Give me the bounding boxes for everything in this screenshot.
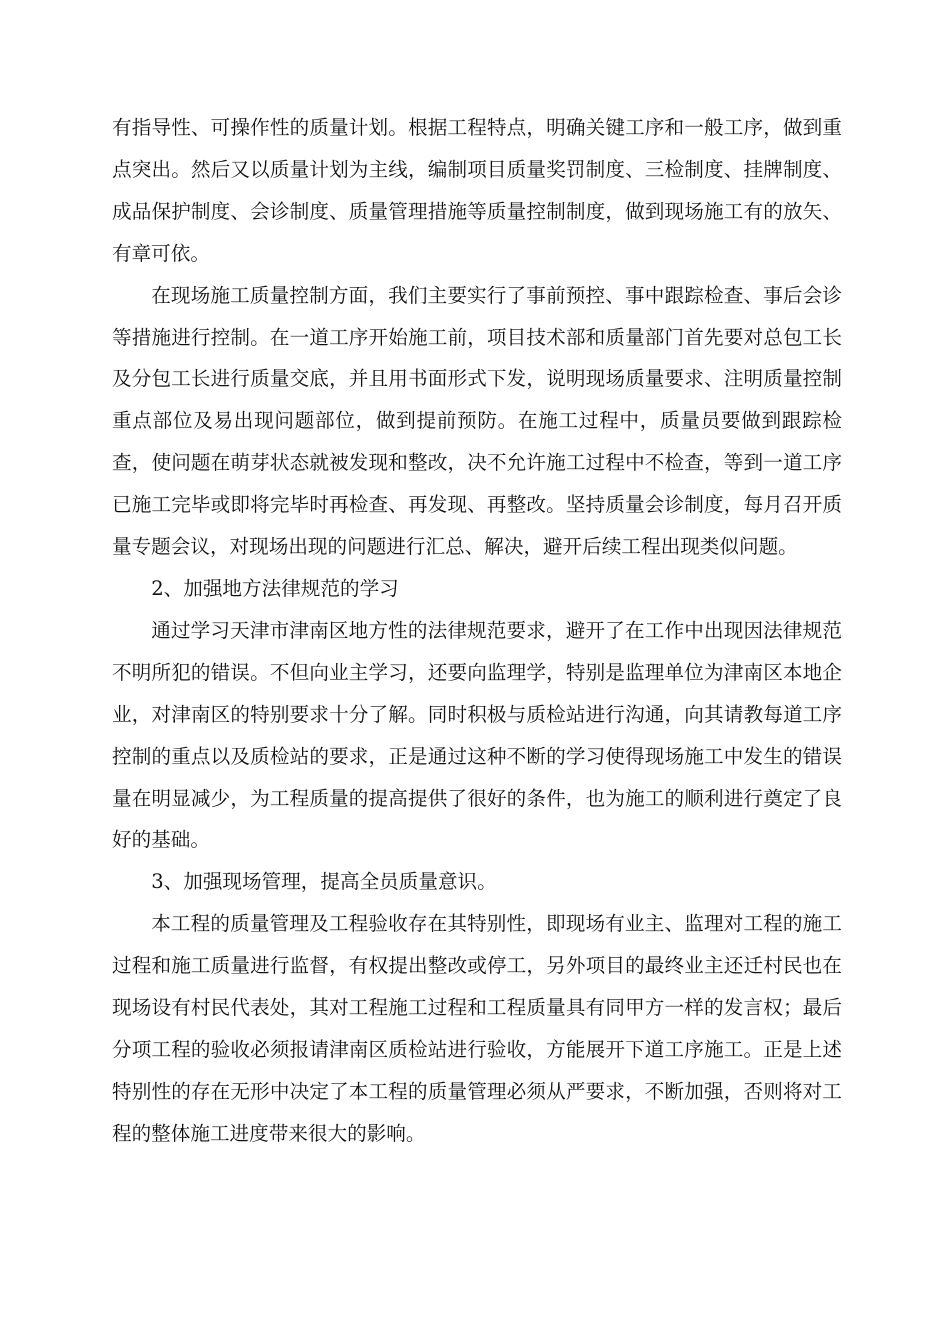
document-body xyxy=(112,107,842,1155)
section-heading-site-management: 3、加强现场管理，提高全员质量意识。 xyxy=(151,870,497,894)
section-heading-local-regulations: 2、加强地方法律规范的学习 xyxy=(151,576,399,600)
paragraph-site-quality-control: 在现场施工质量控制方面，我们主要实行了事前预控、事中跟踪检查、事后会诊等措施进行控制。在一道工序开始施工前，项目技术部和质量部门首先要对总包工长及分包工长进行质量交底，并且用书面形式下发，说明现场质量要求、注明质量控制重点部位及易出现问题部位，做到提前预防。在施工过程中，质量员要做到跟踪检查，使问题在萌芽状态就被发现和整改，决不允许施工过程中不检查，等到一道工序已施工完毕或即将完毕时再检查、再发现、再整改。坚持质量会诊制度，每月召开质量专题会议，对现场出现的问题进行汇总、解决，避开后续工程出现类似问题。 xyxy=(112,283,842,559)
paragraph-quality-plan-continued: 有指导性、可操作性的质量计划。根据工程特点，明确关键工序和一般工序，做到重点突出。然后又以质量计划为主线，编制项目质量奖罚制度、三检制度、挂牌制度、成品保护制度、会诊制度、质量管理措施等质量控制制度，做到现场施工有的放矢、有章可依。 xyxy=(112,116,842,265)
paragraph-site-management: 本工程的质量管理及工程验收存在其特别性，即现场有业主、监理对工程的施工过程和施工质量进行监督，有权提出整改或停工，另外项目的最终业主还迁村民也在现场设有村民代表处，其对工程施工过程和工程质量具有同甲方一样的发言权；最后分项工程的验收必须报请津南区质检站进行验收，方能展开下道工序施工。正是上述特别性的存在无形中决定了本工程的质量管理必须从严要求，不断加强，否则将对工程的整体施工进度带来很大的影响。 xyxy=(112,912,842,1145)
paragraph-local-regulations: 通过学习天津市津南区地方性的法律规范要求，避开了在工作中出现因法律规范不明所犯的错误。不但向业主学习，还要向监理学，特别是监理单位为津南区本地企业，对津南区的特别要求十分了解。同时积极与质检站进行沟通，向其请教每道工序控制的重点以及质检站的要求，正是通过这种不断的学习使得现场施工中发生的错误量在明显减少，为工程质量的提高提供了很好的条件，也为施工的顺利进行奠定了良好的基础。 xyxy=(112,618,842,852)
